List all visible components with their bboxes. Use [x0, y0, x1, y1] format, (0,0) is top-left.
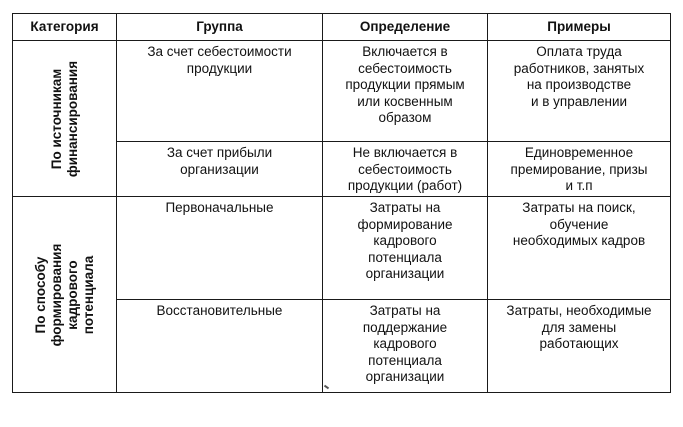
- category-cell-formation: [13, 197, 117, 393]
- examples-cell: [488, 142, 671, 197]
- header-category: Категория: [13, 14, 117, 41]
- table-header-row: [13, 14, 671, 41]
- definition-cell: [323, 142, 488, 197]
- examples-cell: [488, 41, 671, 142]
- table-row: [13, 197, 671, 300]
- table-row: [13, 41, 671, 142]
- definition-cell: [323, 41, 488, 142]
- examples-cell: [488, 197, 671, 300]
- definition-text: Не включается в себестоимость продукции (работ): [347, 145, 463, 193]
- group-cell: [117, 300, 323, 393]
- group-cell: [117, 197, 323, 300]
- category-label-financing: По источникам финансирования: [48, 60, 80, 177]
- definition-text: Включается в себестоимость продукции прямым или косвенным образом: [345, 44, 465, 125]
- group-cell: [117, 41, 323, 142]
- definition-text: Затраты на поддержание кадрового потенциала организации: [362, 303, 448, 384]
- group-text: За счет себестоимости продукции: [147, 44, 292, 76]
- category-label-formation: По способу формирования кадрового потенциала: [32, 243, 96, 346]
- header-definition: Определение: [323, 14, 488, 41]
- header-group: Группа: [117, 14, 323, 41]
- group-text: Восстановительные: [156, 303, 283, 318]
- definition-text: Затраты на формирование кадрового потенциала организации: [357, 200, 453, 281]
- group-cell: [117, 142, 323, 197]
- examples-text: Затраты на поиск, обучение необходимых кадров: [512, 200, 646, 248]
- examples-text: Затраты, необходимые для замены работающих: [506, 303, 652, 351]
- group-text: Первоначальные: [165, 200, 274, 215]
- costs-table: [12, 13, 671, 393]
- definition-cell: [323, 300, 488, 393]
- examples-text: Оплата труда работников, занятых на производстве и в управлении: [513, 44, 645, 109]
- examples-text: Единовременное премирование, призы и т.п: [510, 145, 648, 193]
- group-text: За счет прибыли организации: [166, 145, 273, 177]
- examples-cell: [488, 300, 671, 393]
- definition-cell: [323, 197, 488, 300]
- category-cell-financing: [13, 41, 117, 197]
- header-examples: Примеры: [488, 14, 671, 41]
